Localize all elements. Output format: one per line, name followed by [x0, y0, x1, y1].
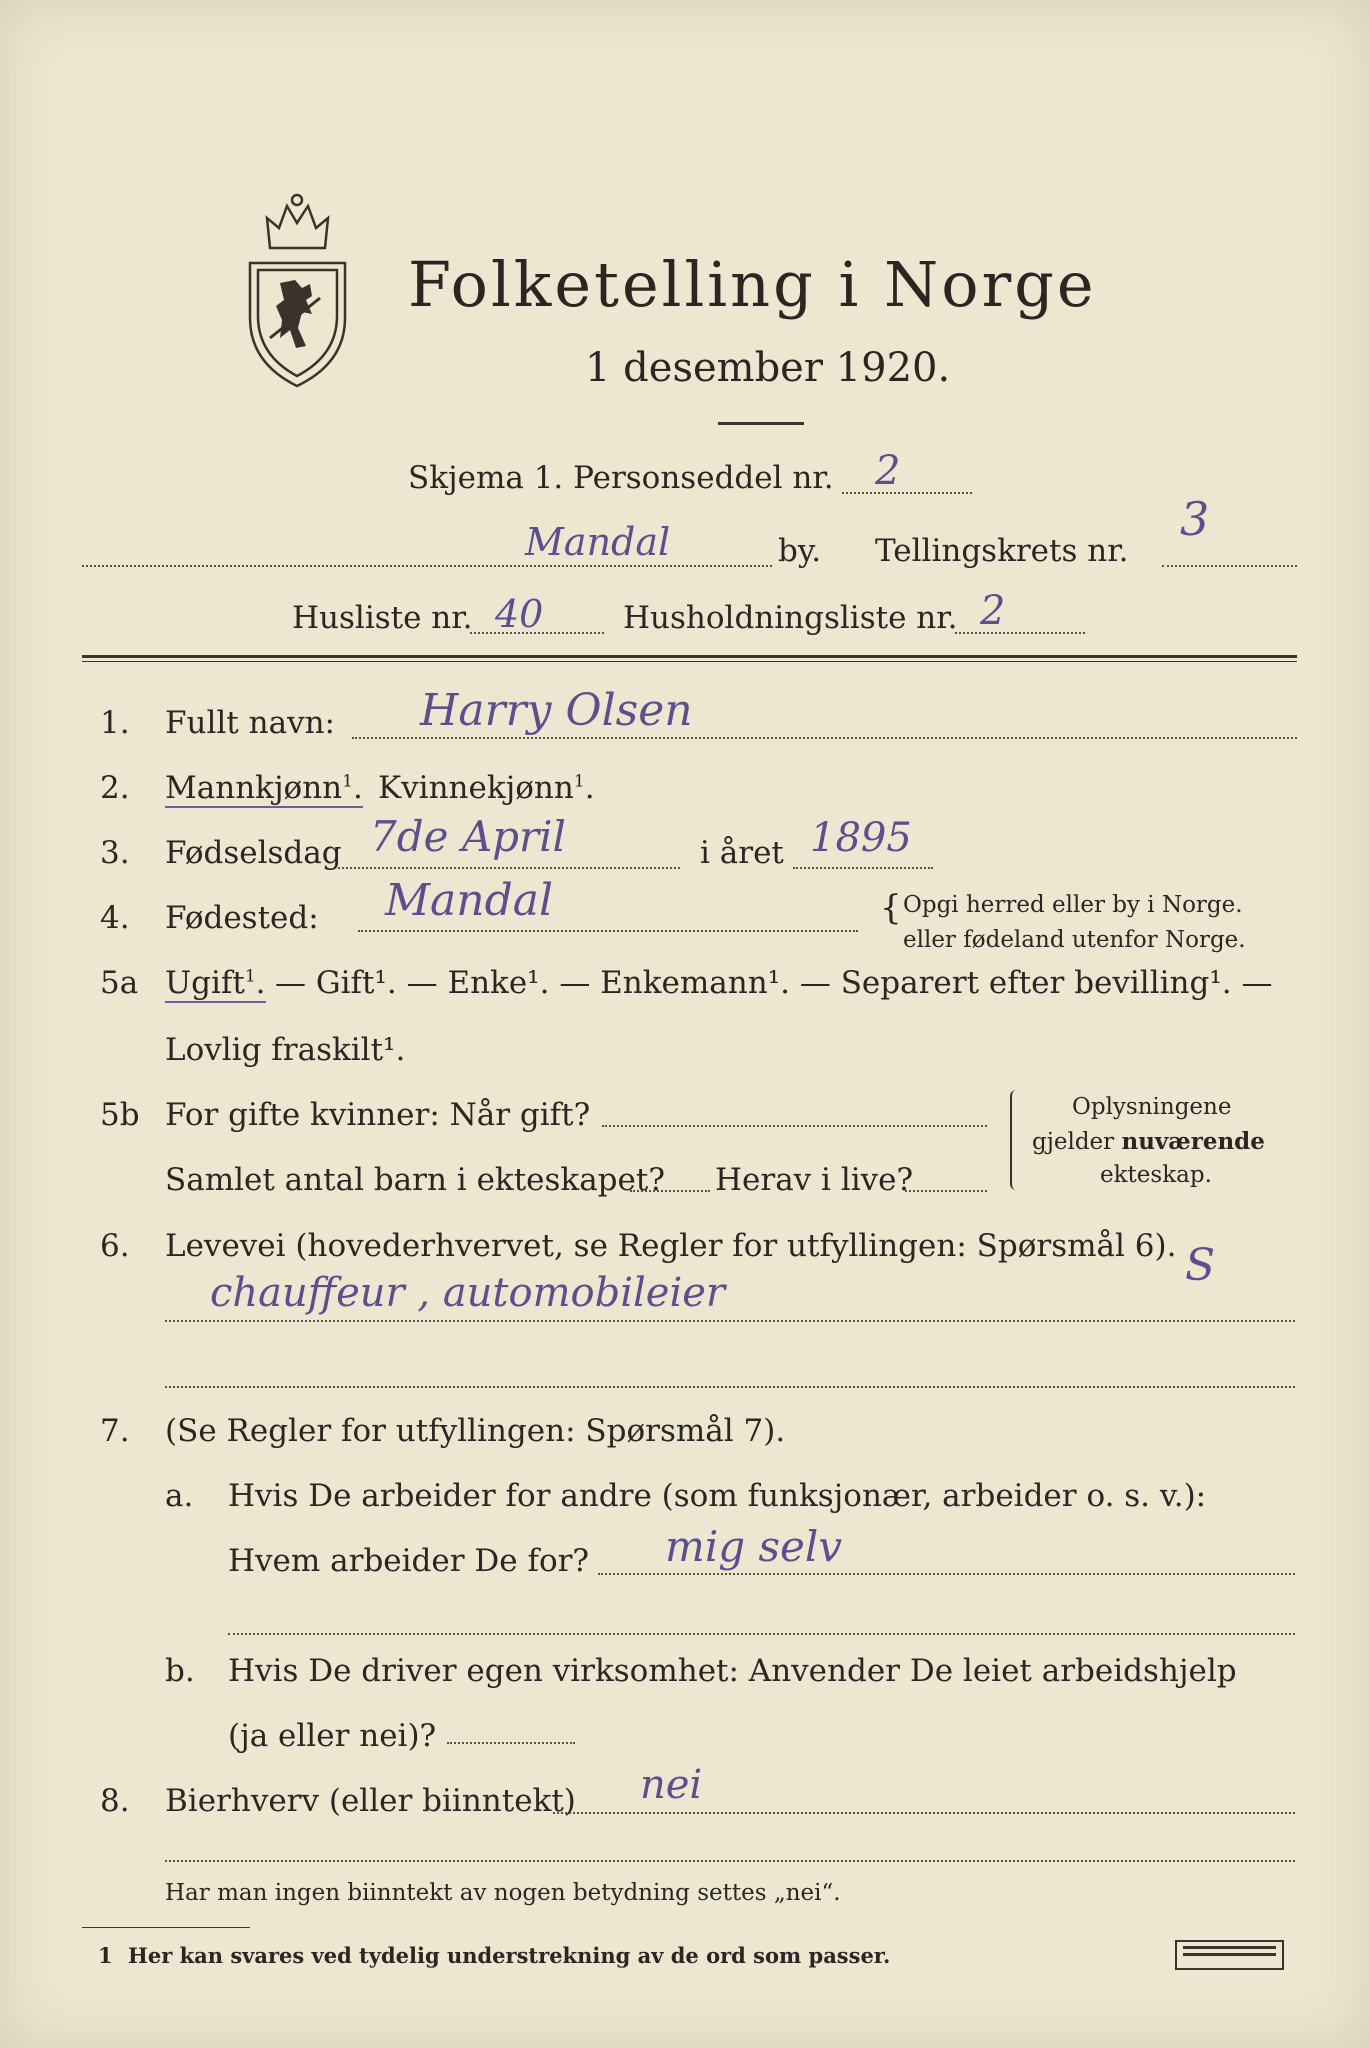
husliste-value[interactable]: 40 [495, 592, 544, 636]
q1-label: Fullt navn: [165, 705, 335, 741]
q5a-line2[interactable]: Lovlig fraskilt¹. [165, 1032, 406, 1068]
q5b-label-1: For gifte kvinner: Når gift? [165, 1097, 591, 1133]
q3-label: Fødselsdag [165, 835, 342, 871]
q4-line [358, 930, 858, 932]
footnote-rule [82, 1927, 250, 1928]
q5a-ugift[interactable] [165, 965, 266, 1003]
q7b-line-2: (ja eller nei)? [228, 1718, 437, 1754]
q3-year-label: i året [700, 835, 784, 871]
q2-number: 2. [100, 770, 130, 806]
husholdning-label: Husholdningsliste nr. [623, 600, 958, 636]
q5b-label-2: Samlet antal barn i ekteskapet? [165, 1162, 665, 1198]
q7-number: 7. [100, 1413, 130, 1449]
q2-female-footnote: 1 [573, 771, 585, 792]
q7a-number: a. [165, 1478, 194, 1514]
q5a-ugift-footnote: 1 [244, 966, 256, 987]
norway-coat-of-arms-icon [240, 188, 355, 388]
q7b-number: b. [165, 1653, 195, 1689]
q1-number: 1. [100, 705, 130, 741]
tellingskrets-label: Tellingskrets nr. [875, 533, 1129, 569]
tellingskrets-line [1162, 565, 1297, 567]
q3-year-value[interactable]: 1895 [810, 815, 912, 861]
q5b-label-3: Herav i live? [715, 1162, 914, 1198]
q5b-note-2a: gjelder [1032, 1129, 1115, 1155]
q4-number: 4. [100, 900, 130, 936]
q5a-ugift-dot: . [255, 965, 266, 1001]
q3-year-line [793, 867, 933, 869]
skjema-line [842, 492, 972, 494]
q6-margin-mark: S [1185, 1240, 1216, 1291]
q6-value[interactable]: chauffeur , automobileier [210, 1270, 726, 1316]
husholdning-line [955, 632, 1085, 634]
skjema-value[interactable]: 2 [875, 448, 901, 494]
footnote-text: Her kan svares ved tydelig understrekning av de ord som passer. [128, 1943, 891, 1968]
q2-female-label: Kvinnekjønn [378, 770, 574, 806]
q5a-ugift-label: Ugift [165, 965, 245, 1001]
q1-value[interactable]: Harry Olsen [420, 685, 693, 736]
q5b-number: 5b [100, 1097, 140, 1133]
q6-number: 6. [100, 1228, 130, 1264]
q6-line-2 [165, 1386, 1295, 1388]
q4-value[interactable]: Mandal [385, 875, 554, 926]
printer-stamp-icon [1175, 1940, 1284, 1970]
q7a-line-1: Hvis De arbeider for andre (som funksjonær, arbeider o. s. v.): [228, 1478, 1207, 1514]
q2-male-footnote: 1 [342, 771, 353, 792]
q3-day-value[interactable]: 7de April [370, 812, 566, 861]
q8-line [553, 1812, 1295, 1814]
q5b-married-line [602, 1125, 987, 1127]
q8-label: Bierhverv (eller biinntekt) [165, 1783, 576, 1819]
q5b-note-3: ekteskap. [1100, 1162, 1212, 1188]
q2-male-dot: . [353, 770, 363, 806]
q2-female[interactable] [378, 770, 595, 806]
page-title: Folketelling i Norge [408, 248, 1097, 321]
footer-note: Har man ingen biinntekt av nogen betydning settes „nei“. [165, 1880, 841, 1906]
header-rule-top [82, 655, 1297, 658]
q6-label: Levevei (hovederhvervet, se Regler for utfyllingen: Spørsmål 6). [165, 1228, 1177, 1264]
q4-label: Fødested: [165, 900, 319, 936]
q3-day-line [338, 867, 680, 869]
header-rule-bottom [82, 661, 1297, 662]
q5b-note-2 [1032, 1128, 1265, 1155]
q4-note-1: Opgi herred eller by i Norge. [903, 892, 1243, 918]
q5b-note-2b: nuværende [1121, 1128, 1265, 1155]
q2-male-label: Mannkjønn [165, 770, 343, 806]
q7a-line-extra [228, 1633, 1295, 1635]
q3-number: 3. [100, 835, 130, 871]
town-value[interactable]: Mandal [525, 520, 671, 564]
q5b-note-1: Oplysningene [1072, 1094, 1232, 1120]
footnote-number: 1 [98, 1943, 113, 1968]
q7b-line-1: Hvis De driver egen virksomhet: Anvender De leiet arbeidshjelp [228, 1653, 1237, 1689]
q7b-line [447, 1742, 575, 1744]
town-line [82, 565, 772, 567]
census-date: 1 desember 1920. [585, 345, 951, 391]
q5b-alive-line [905, 1190, 987, 1192]
q8-number: 8. [100, 1783, 130, 1819]
q7a-value[interactable]: mig selv [665, 1522, 843, 1571]
q7a-line [598, 1573, 1295, 1575]
by-label: by. [778, 533, 822, 569]
q4-brace-icon: { [880, 888, 902, 928]
q7a-line-2: Hvem arbeider De for? [228, 1543, 590, 1579]
q5b-children-line [630, 1190, 710, 1192]
q1-line [352, 737, 1297, 739]
q7-label: (Se Regler for utfyllingen: Spørsmål 7). [165, 1413, 786, 1449]
title-divider [718, 422, 804, 425]
skjema-label: Skjema 1. Personseddel nr. [408, 460, 834, 496]
husholdning-value[interactable]: 2 [980, 588, 1006, 634]
q5a-number: 5a [100, 965, 139, 1001]
q5a-options[interactable]: — Gift¹. — Enke¹. — Enkemann¹. — Separert efter bevilling¹. — [275, 965, 1273, 1001]
q8-line-extra [165, 1860, 1295, 1862]
q6-line-1 [165, 1320, 1295, 1322]
q4-note-2: eller fødeland utenfor Norge. [903, 927, 1246, 953]
q8-value[interactable]: nei [640, 1762, 703, 1808]
q2-female-dot: . [584, 770, 595, 806]
husliste-label: Husliste nr. [292, 600, 473, 636]
q5b-bracket [1010, 1090, 1016, 1190]
tellingskrets-value[interactable]: 3 [1180, 492, 1210, 546]
q2-male[interactable] [165, 770, 363, 808]
